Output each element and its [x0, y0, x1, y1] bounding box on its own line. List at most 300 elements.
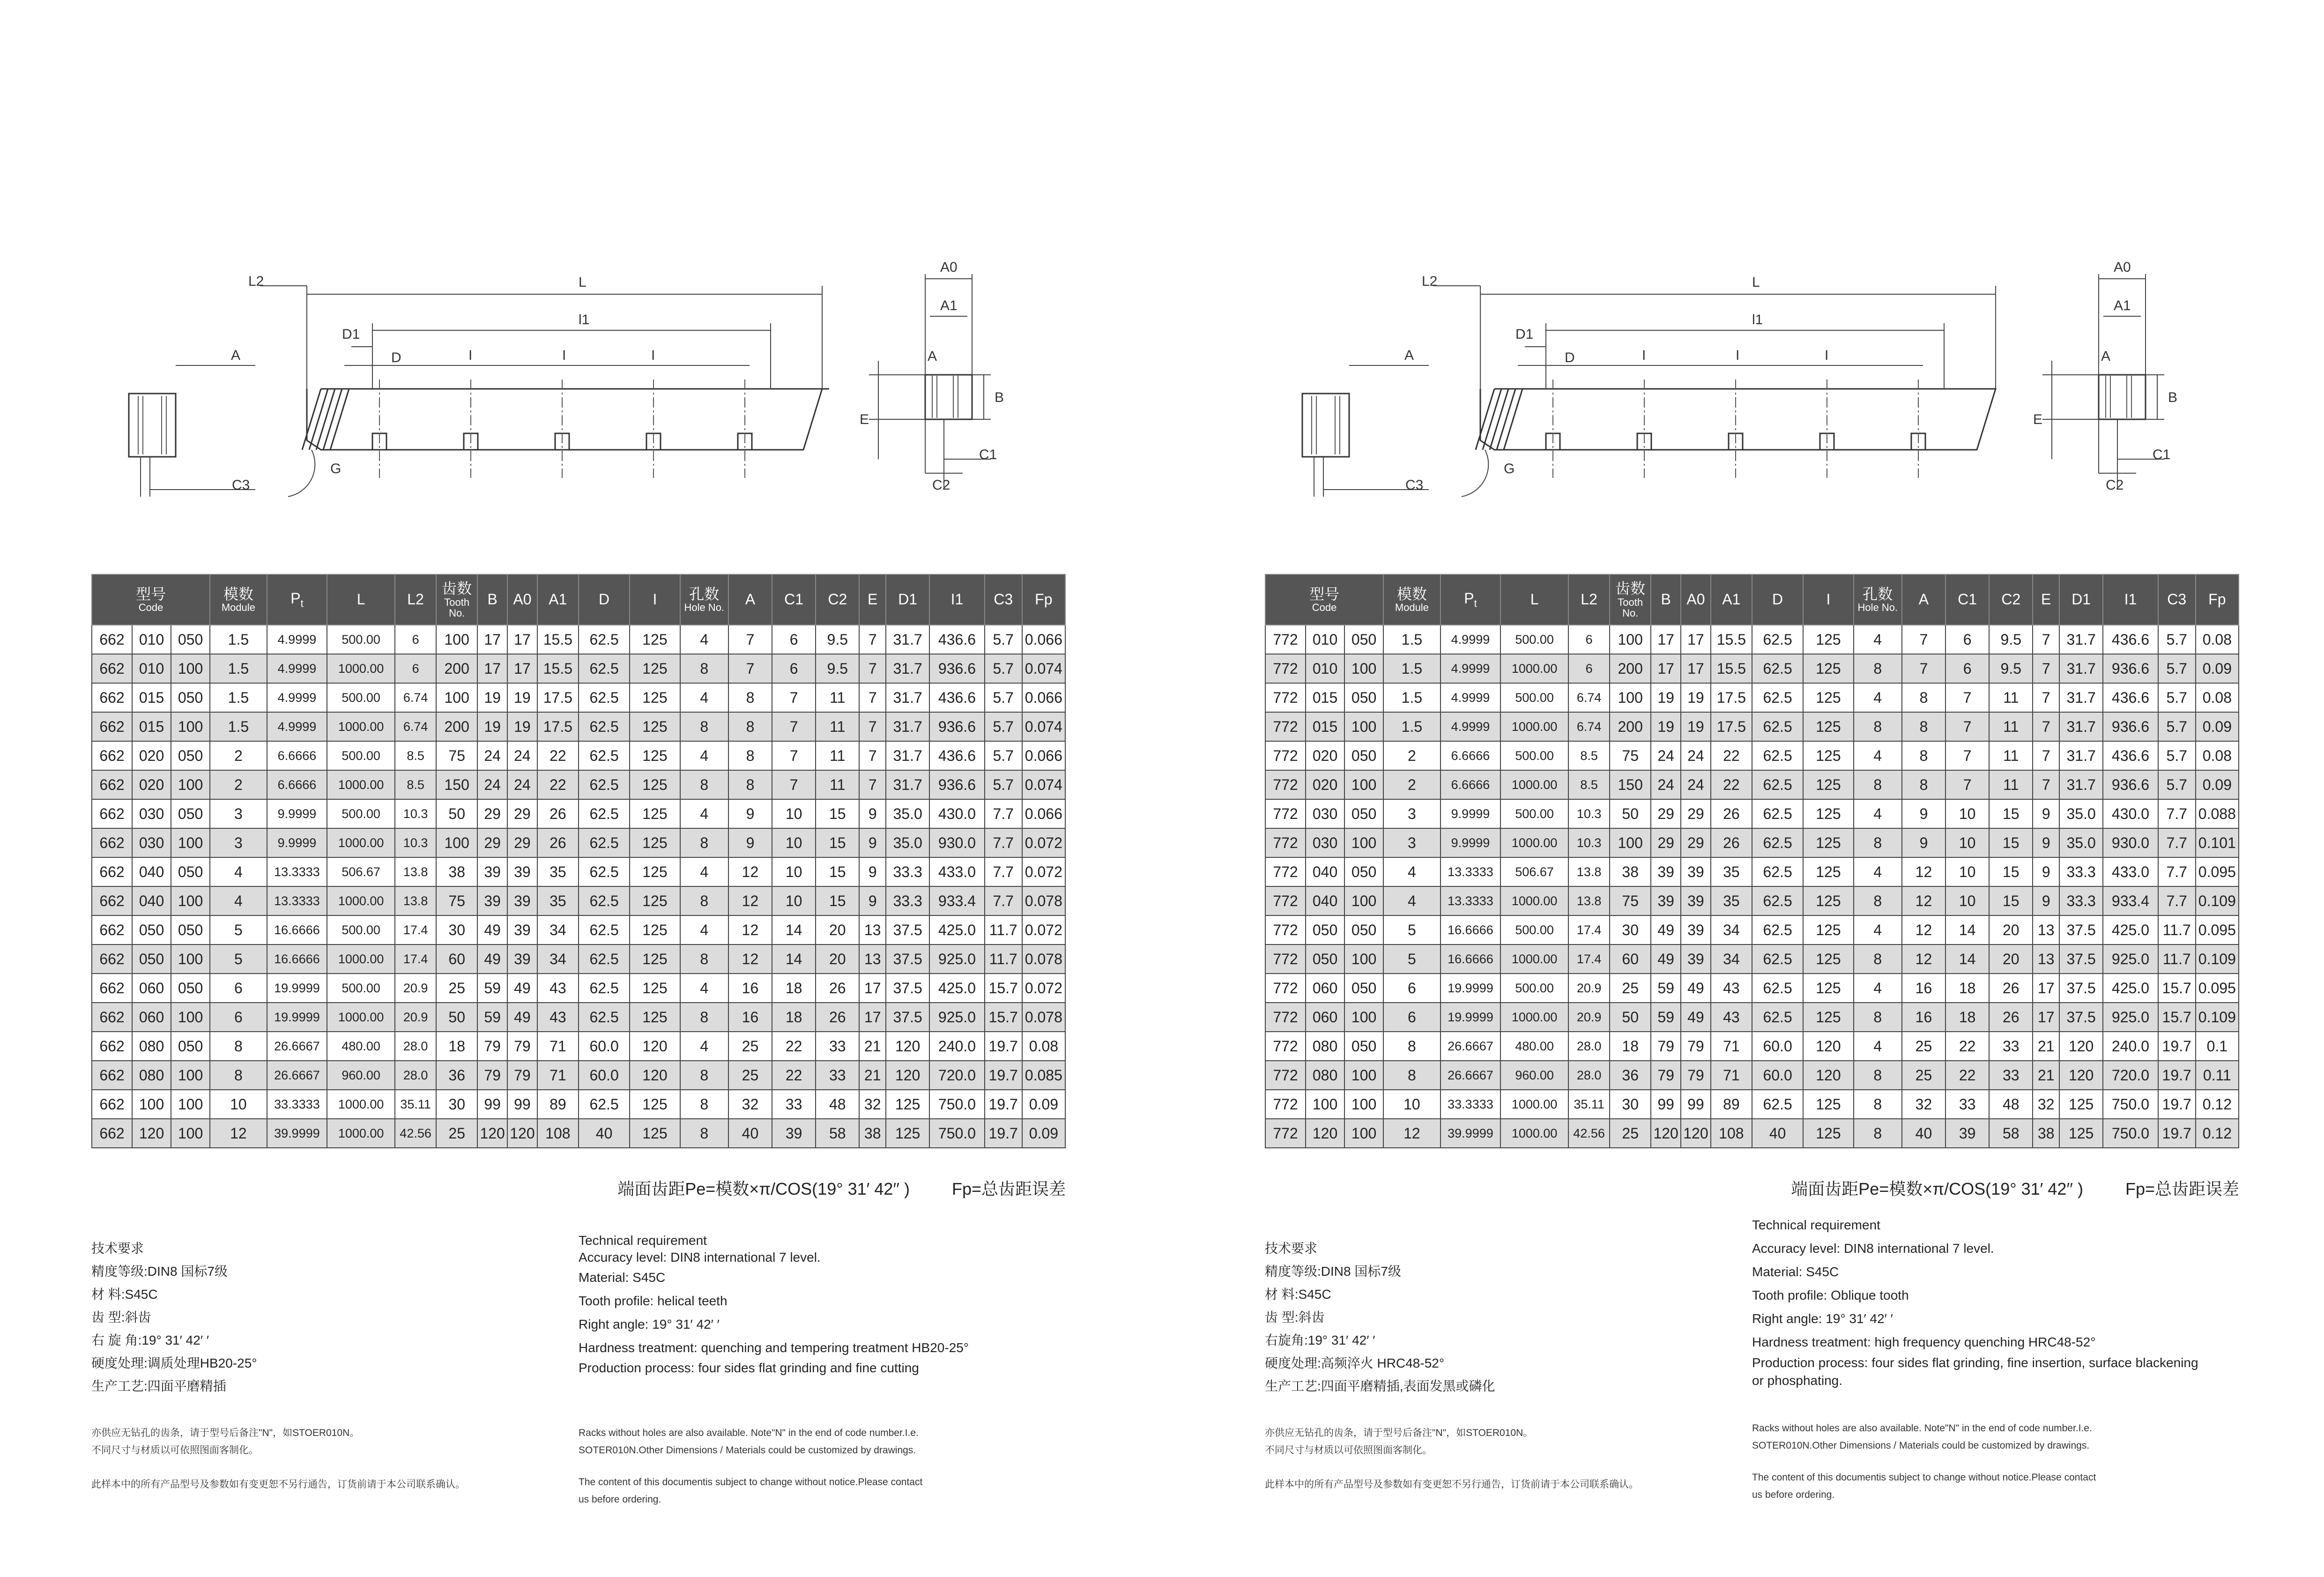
table-cell: 62.5 [1752, 1090, 1803, 1119]
table-cell: 26 [1711, 799, 1752, 828]
table-cell: 62.5 [579, 886, 630, 915]
table-cell: 240.0 [2103, 1032, 2158, 1061]
table-cell: 1000.00 [327, 828, 395, 857]
table-cell: 50 [1610, 799, 1651, 828]
table-cell: 6 [395, 654, 436, 683]
col-pt: $P_t$ [1440, 574, 1501, 625]
table-cell: 35.0 [2059, 799, 2103, 828]
table-cell: 500.00 [1500, 974, 1568, 1003]
table-cell: 33.3333 [1440, 1090, 1501, 1119]
label-d: D [1565, 350, 1575, 365]
table-cell: 9.5 [1989, 654, 2033, 683]
table-cell: 4.9999 [267, 712, 327, 741]
table-cell: 62.5 [579, 974, 630, 1003]
table-cell: 6 [1568, 625, 1610, 654]
table-row [1265, 915, 2239, 945]
table-cell: 010 [132, 654, 171, 683]
table-cell: 4.9999 [267, 654, 327, 683]
table-cell: 1.5 [1383, 683, 1440, 712]
table-cell: 8 [1902, 741, 1945, 770]
table-cell: 1.5 [1383, 625, 1440, 654]
table-cell: 500.00 [1500, 741, 1568, 770]
table-cell: 050 [1344, 857, 1383, 886]
table-cell: 21 [2033, 1032, 2059, 1061]
table-cell: 1000.00 [1500, 712, 1568, 741]
table-cell: 12 [728, 945, 772, 974]
table-cell: 040 [132, 857, 171, 886]
table-cell: 015 [1306, 683, 1344, 712]
table-cell: 960.00 [327, 1061, 395, 1090]
table-row [92, 1003, 1065, 1032]
table-cell: 71 [1711, 1032, 1752, 1061]
table-cell: 8 [1854, 712, 1902, 741]
table-cell: 3 [1383, 828, 1440, 857]
table-cell: 10.3 [395, 799, 436, 828]
table-cell: 79 [477, 1061, 507, 1090]
table-cell: 4.9999 [1440, 654, 1501, 683]
table-cell: 62.5 [579, 625, 630, 654]
table-cell: 1.5 [1383, 654, 1440, 683]
table-cell: 8 [680, 654, 728, 683]
table-cell: 9.9999 [1440, 828, 1501, 857]
formula-pe: 端面齿距Pe=模数×π/COS(19° 31′ 42′′ ) [1791, 1179, 2083, 1198]
col-a1: A1 [537, 574, 579, 625]
helix-angle-arc [288, 450, 315, 497]
table-cell: 433.0 [929, 857, 984, 886]
table-row [92, 712, 1065, 741]
table-cell: 13 [2033, 945, 2059, 974]
table-cell: 0.109 [2196, 1003, 2239, 1032]
table-cell: 1.5 [210, 712, 267, 741]
col-tooth-no: 齿数 Tooth No. [1610, 574, 1651, 625]
table-cell: 430.0 [2103, 799, 2158, 828]
table-cell: 6 [1568, 654, 1610, 683]
table-cell: 24 [1681, 741, 1711, 770]
table-row [92, 770, 1065, 799]
en-tech-line: Hardness treatment: quenching and tempering treatment HB20-25° [579, 1340, 969, 1355]
table-header-row [1265, 574, 2239, 625]
table-cell: 10 [1383, 1090, 1440, 1119]
table-cell: 4.9999 [1440, 625, 1501, 654]
table-cell: 13.8 [1568, 886, 1610, 915]
col-i: I [630, 574, 680, 625]
table-cell: 37.5 [886, 945, 929, 974]
label-c2: C2 [2106, 477, 2124, 493]
note-line: Racks without holes are also available. Note"N" in the end of code number.I.e. [1752, 1423, 2092, 1434]
cn-tech-line: 齿 型:斜齿 [91, 1310, 151, 1324]
table-cell: 200 [1610, 712, 1651, 741]
col-fp: Fp [2196, 574, 2239, 625]
table-cell: 662 [92, 886, 132, 915]
table-cell: 120 [1803, 1061, 1853, 1090]
table-cell: 5.7 [2158, 741, 2196, 770]
table-cell: 100 [1344, 886, 1383, 915]
table-cell: 2 [1383, 741, 1440, 770]
table-cell: 31.7 [886, 625, 929, 654]
table-cell: 060 [132, 1003, 171, 1032]
table-cell: 59 [1651, 1003, 1681, 1032]
cn-tech-line: 精度等级:DIN8 国标7级 [91, 1264, 228, 1279]
table-cell: 772 [1265, 712, 1306, 741]
table-cell: 10 [772, 857, 816, 886]
table-cell: 6.6666 [1440, 770, 1501, 799]
table-cell: 26.6667 [1440, 1061, 1501, 1090]
col-tooth-no: 齿数 Tooth No. [436, 574, 477, 625]
table-cell: 18 [772, 974, 816, 1003]
table-cell: 25 [728, 1061, 772, 1090]
label-d1: D1 [1515, 327, 1534, 342]
table-cell: 4 [1383, 857, 1440, 886]
table-cell: 28.0 [1568, 1032, 1610, 1061]
en-tech-line: Tooth profile: Oblique tooth [1752, 1288, 1909, 1302]
table-cell: 71 [1711, 1061, 1752, 1090]
table-cell: 100 [171, 712, 210, 741]
table-cell: 7 [2033, 625, 2059, 654]
table-cell: 31.7 [886, 654, 929, 683]
table-cell: 772 [1265, 1032, 1306, 1061]
table-cell: 39 [1945, 1119, 1989, 1148]
table-cell: 42.56 [1568, 1119, 1610, 1148]
table-cell: 79 [507, 1061, 537, 1090]
table-cell: 100 [1344, 1119, 1383, 1148]
table-cell: 43 [537, 974, 579, 1003]
note-line: SOTER010N.Other Dimensions / Materials could be customized by drawings. [579, 1445, 916, 1456]
table-cell: 100 [171, 886, 210, 915]
table-cell: 17.5 [1711, 683, 1752, 712]
table-cell: 7 [859, 770, 886, 799]
table-cell: 13.3333 [1440, 857, 1501, 886]
table-cell: 22 [1711, 770, 1752, 799]
table-cell: 125 [630, 654, 680, 683]
table-cell: 49 [477, 945, 507, 974]
table-cell: 2 [210, 741, 267, 770]
table-cell: 59 [477, 974, 507, 1003]
table-row [92, 857, 1065, 886]
table-cell: 10 [1945, 857, 1989, 886]
table-cell: 39 [1651, 886, 1681, 915]
table-cell: 32 [1902, 1090, 1945, 1119]
table-cell: 13 [859, 945, 886, 974]
table-cell: 26 [537, 799, 579, 828]
table-cell: 16 [1902, 1003, 1945, 1032]
table-cell: 7 [1945, 741, 1989, 770]
cn-tech-line: 硬度处理:调质处理HB20-25° [91, 1356, 257, 1370]
table-cell: 21 [2033, 1061, 2059, 1090]
table-cell: 100 [1610, 625, 1651, 654]
label-a1: A1 [940, 298, 958, 313]
table-cell: 1000.00 [1500, 828, 1568, 857]
table-cell: 49 [1681, 1003, 1711, 1032]
table-cell: 9 [728, 828, 772, 857]
table-cell: 20 [816, 915, 859, 945]
table-cell: 5 [210, 915, 267, 945]
table-cell: 10 [1945, 799, 1989, 828]
table-cell: 17 [1681, 625, 1711, 654]
table-cell: 433.0 [2103, 857, 2158, 886]
table-cell: 050 [1306, 945, 1344, 974]
table-row [92, 1090, 1065, 1119]
table-cell: 26 [537, 828, 579, 857]
table-cell: 1000.00 [327, 654, 395, 683]
table-cell: 26 [1989, 1003, 2033, 1032]
table-cell: 050 [171, 625, 210, 654]
table-cell: 0.095 [2196, 915, 2239, 945]
table-cell: 936.6 [2103, 712, 2158, 741]
table-cell: 15 [1989, 828, 2033, 857]
label-b: B [995, 390, 1004, 405]
en-note-2 [1752, 1469, 2096, 1503]
table-cell: 60.0 [579, 1032, 630, 1061]
note-line: us before ordering. [579, 1494, 661, 1505]
table-cell: 125 [1803, 915, 1853, 945]
label-a-end: A [2101, 349, 2111, 364]
table-cell: 7 [772, 741, 816, 770]
table-cell: 37.5 [2059, 1003, 2103, 1032]
table-cell: 662 [92, 770, 132, 799]
table-cell: 0.072 [1022, 974, 1065, 1003]
en-tech-line: Technical requirement [1752, 1218, 1880, 1232]
table-cell: 0.09 [2196, 654, 2239, 683]
table-cell: 6 [395, 625, 436, 654]
col-d1: D1 [886, 574, 929, 625]
table-cell: 120 [1803, 1032, 1853, 1061]
table-cell: 8 [680, 945, 728, 974]
table-cell: 1.5 [210, 625, 267, 654]
table-cell: 8 [1902, 683, 1945, 712]
table-cell: 29 [507, 799, 537, 828]
table-cell: 6.6666 [1440, 741, 1501, 770]
table-cell: 79 [1651, 1032, 1681, 1061]
table-cell: 100 [171, 1090, 210, 1119]
en-tech-line: Accuracy level: DIN8 international 7 level. [579, 1250, 821, 1265]
table-cell: 9 [2033, 886, 2059, 915]
table-cell: 8 [1854, 770, 1902, 799]
table-cell: 25 [436, 974, 477, 1003]
col-a0: A0 [507, 574, 537, 625]
table-cell: 62.5 [579, 828, 630, 857]
col-fp: Fp [1022, 574, 1065, 625]
label-g: G [330, 461, 342, 476]
table-cell: 6 [772, 654, 816, 683]
table-cell: 16.6666 [1440, 915, 1501, 945]
table-cell: 34 [537, 915, 579, 945]
table-cell: 120 [2059, 1061, 2103, 1090]
table-cell: 19 [1681, 683, 1711, 712]
table-cell: 100 [1306, 1090, 1344, 1119]
table-cell: 62.5 [579, 712, 630, 741]
table-cell: 7 [2033, 712, 2059, 741]
table-cell: 4 [680, 683, 728, 712]
table-cell: 125 [630, 915, 680, 945]
table-cell: 33.3 [886, 857, 929, 886]
table-cell: 100 [436, 683, 477, 712]
table-cell: 0.08 [2196, 741, 2239, 770]
table-cell: 26 [816, 974, 859, 1003]
table-cell: 100 [171, 1003, 210, 1032]
table-cell: 13 [2033, 915, 2059, 945]
table-cell: 200 [1610, 654, 1651, 683]
table-cell: 59 [1651, 974, 1681, 1003]
table-cell: 13.8 [395, 886, 436, 915]
label-l2: L2 [248, 274, 264, 289]
table-cell: 050 [171, 857, 210, 886]
table-cell: 8.5 [1568, 770, 1610, 799]
table-cell: 9.5 [816, 625, 859, 654]
table-cell: 750.0 [2103, 1119, 2158, 1148]
table-cell: 40 [1752, 1119, 1803, 1148]
table-cell: 19.7 [985, 1119, 1022, 1148]
table-cell: 0.066 [1022, 625, 1065, 654]
note-line: 此样本中的所有产品型号及参数如有变更恕不另行通告，订货前请于本公司联系确认。 [91, 1479, 465, 1490]
table-cell: 100 [1344, 1090, 1383, 1119]
table-cell: 125 [630, 857, 680, 886]
table-body [92, 625, 1065, 1148]
table-cell: 15 [816, 828, 859, 857]
table-cell: 49 [1681, 974, 1711, 1003]
table-cell: 6 [1945, 625, 1989, 654]
table-row [92, 1061, 1065, 1090]
table-cell: 050 [1306, 915, 1344, 945]
table-cell: 4 [1854, 974, 1902, 1003]
table-cell: 33 [1989, 1032, 2033, 1061]
table-cell: 125 [630, 625, 680, 654]
table-cell: 8 [1902, 770, 1945, 799]
table-cell: 5.7 [985, 654, 1022, 683]
label-l1: l1 [1752, 312, 1763, 327]
table-cell: 050 [1344, 915, 1383, 945]
table-cell: 13.3333 [267, 886, 327, 915]
table-cell: 8 [680, 1119, 728, 1148]
table-cell: 28.0 [395, 1032, 436, 1061]
table-cell: 010 [1306, 654, 1344, 683]
table-cell: 662 [92, 1032, 132, 1061]
table-cell: 425.0 [2103, 974, 2158, 1003]
table-cell: 662 [92, 1119, 132, 1148]
table-cell: 17.4 [395, 945, 436, 974]
table-cell: 010 [1306, 625, 1344, 654]
table-cell: 5 [1383, 915, 1440, 945]
table-cell: 060 [1306, 1003, 1344, 1032]
table-row [1265, 828, 2239, 857]
table-cell: 29 [477, 828, 507, 857]
table-cell: 125 [1803, 886, 1853, 915]
table-cell: 662 [92, 1003, 132, 1032]
table-cell: 125 [630, 1003, 680, 1032]
note-line: 亦供应无钻孔的齿条，请于型号后备注"N"，如STOER010N。 [1265, 1428, 1533, 1438]
table-cell: 120 [507, 1119, 537, 1148]
table-cell: 9 [2033, 799, 2059, 828]
table-cell: 150 [436, 770, 477, 799]
table-cell: 1.5 [1383, 712, 1440, 741]
label-i-3: I [1825, 348, 1829, 363]
col-e: E [859, 574, 886, 625]
table-cell: 15.7 [2158, 1003, 2196, 1032]
pitch-formula [617, 1176, 1066, 1200]
table-cell: 506.67 [1500, 857, 1568, 886]
en-note-1 [1752, 1420, 2092, 1454]
table-cell: 18 [1945, 1003, 1989, 1032]
table-cell: 125 [630, 741, 680, 770]
table-cell: 11 [1989, 712, 2033, 741]
table-cell: 17 [859, 974, 886, 1003]
table-cell: 75 [1610, 886, 1651, 915]
table-cell: 120 [886, 1032, 929, 1061]
table-cell: 125 [1803, 741, 1853, 770]
table-cell: 8 [1854, 828, 1902, 857]
table-cell: 19.7 [2158, 1061, 2196, 1090]
table-cell: 100 [171, 945, 210, 974]
table-cell: 7 [859, 741, 886, 770]
label-g: G [1504, 461, 1515, 476]
table-cell: 6.6666 [267, 741, 327, 770]
col-code: 型号 Code [1265, 574, 1383, 625]
col-module: 模数 Module [1383, 574, 1440, 625]
mounting-holes [1546, 379, 1925, 478]
table-cell: 33 [816, 1061, 859, 1090]
en-tech-line: Material: S45C [579, 1270, 666, 1285]
table-cell: 10 [1945, 886, 1989, 915]
table-cell: 500.00 [327, 915, 395, 945]
cn-tech-line: 材 料:S45C [1265, 1287, 1331, 1302]
label-i-2: I [1736, 348, 1740, 363]
table-cell: 31.7 [886, 741, 929, 770]
cn-tech-line: 右 旋 角:19° 31′ 42′ ′ [91, 1333, 209, 1347]
cn-note-1 [91, 1424, 359, 1459]
table-cell: 7.7 [985, 886, 1022, 915]
table-cell: 2 [210, 770, 267, 799]
table-cell: 1000.00 [327, 1090, 395, 1119]
table-cell: 050 [1344, 683, 1383, 712]
table-cell: 030 [1306, 828, 1344, 857]
table-cell: 080 [132, 1061, 171, 1090]
table-cell: 19.7 [2158, 1032, 2196, 1061]
table-cell: 28.0 [1568, 1061, 1610, 1090]
table-cell: 020 [132, 741, 171, 770]
table-cell: 0.072 [1022, 915, 1065, 945]
cn-tech-line: 材 料:S45C [91, 1287, 158, 1302]
cn-tech-line: 技术要求 [91, 1241, 144, 1256]
table-cell: 100 [171, 654, 210, 683]
table-cell: 26 [1989, 974, 2033, 1003]
table-cell: 0.066 [1022, 741, 1065, 770]
table-cell: 60.0 [1752, 1061, 1803, 1090]
table-cell: 37.5 [886, 915, 929, 945]
table-cell: 060 [132, 974, 171, 1003]
table-cell: 30 [436, 915, 477, 945]
label-a0: A0 [940, 260, 958, 275]
table-cell: 772 [1265, 799, 1306, 828]
table-cell: 1000.00 [327, 945, 395, 974]
table-cell: 99 [1651, 1090, 1681, 1119]
table-cell: 14 [772, 915, 816, 945]
table-cell: 120 [1306, 1119, 1344, 1148]
en-tech-line: Right angle: 19° 31′ 42′ ′ [1752, 1311, 1893, 1326]
table-cell: 34 [1711, 915, 1752, 945]
table-cell: 120 [477, 1119, 507, 1148]
table-cell: 17.4 [1568, 945, 1610, 974]
table-cell: 8 [1902, 712, 1945, 741]
table-cell: 10 [772, 886, 816, 915]
table-row [1265, 857, 2239, 886]
side-section-outline [129, 394, 176, 457]
table-cell: 62.5 [1752, 857, 1803, 886]
col-c2: C2 [1989, 574, 2033, 625]
table-cell: 15.5 [1711, 654, 1752, 683]
table-cell: 8 [680, 828, 728, 857]
table-cell: 1.5 [210, 654, 267, 683]
table-cell: 108 [1711, 1119, 1752, 1148]
table-cell: 12 [1902, 915, 1945, 945]
